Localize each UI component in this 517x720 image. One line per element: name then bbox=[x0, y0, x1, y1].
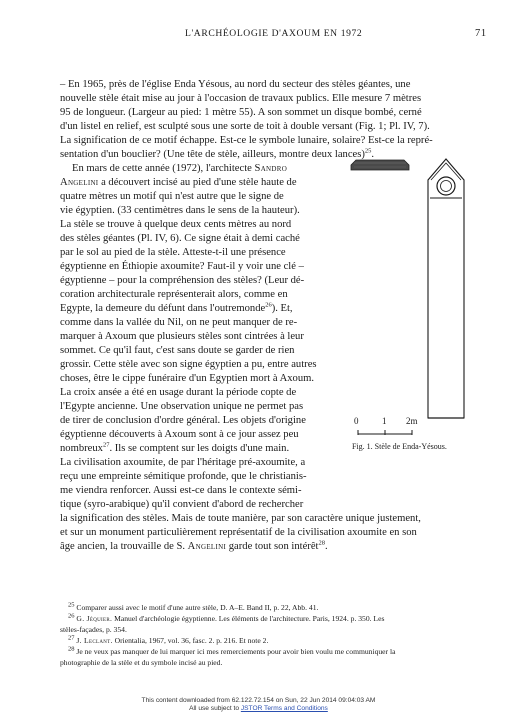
body-line: La stèle se trouve à quelque deux cents mètres au nord bbox=[60, 219, 292, 230]
body-line: comme dans la vallée du Nil, on ne peut manquer de re- bbox=[60, 317, 298, 328]
body-line: par le sol au pied de la stèle. Atteste-t-il une présence bbox=[60, 247, 286, 258]
body-line: et sur un monument particulièrement représentatif de la civilisation axoumite en son bbox=[60, 527, 417, 538]
footnote-ref: 26 bbox=[265, 301, 272, 309]
body-line: nouvelle stèle était mise au jour à l'occasion de travaux publics. Elle mesure 7 mètres bbox=[60, 93, 422, 104]
body-line: égyptienne – pour la compréhension des stèles? (Leur dé- bbox=[60, 275, 305, 286]
body-line: des stèles géantes (Pl. IV, 6). Ce signe était à demi caché bbox=[60, 233, 300, 244]
body-line: Angelini a découvert incisé au pied d'une stèle haute de bbox=[60, 177, 297, 188]
body-line: 95 de longueur. (Largeur au pied: 1 mètre 55). A son sommet un disque bombé, cerné bbox=[60, 107, 422, 118]
footnote-ref: 25 bbox=[364, 147, 372, 155]
scale-label: 1 bbox=[382, 416, 387, 426]
scale-bar bbox=[356, 428, 416, 438]
body-line: La signification de ce motif échappe. Est-ce le symbole lunaire, solaire? Est-ce la repré- bbox=[60, 135, 433, 146]
footnote-ref: 27 bbox=[102, 441, 110, 449]
body-line: En mars de cette année (1972), l'architecte Sandro bbox=[72, 163, 288, 174]
footnote: $^{27}$ J. Leclant. Orientalia, 1967, vol. 36, fasc. 2. p. 216. Et note 2. bbox=[68, 634, 269, 645]
body-line: La civilisation axoumite, de par l'héritage pré-axoumite, a bbox=[60, 457, 306, 468]
body-line: marquer à Axoum que plusieurs stèles sont cintrées à leur bbox=[60, 331, 304, 342]
scale-label: 0 bbox=[354, 416, 359, 426]
body-line: reçu une empreinte sémitique profonde, que le christianis- bbox=[60, 471, 307, 482]
scale-label: 2m bbox=[406, 416, 418, 426]
footnote: $^{26}$ G. Jéquier. Manuel d'archéologie égyptienne. Les éléments de l'architecture. Paris, 1924. p. 350. Les bbox=[68, 612, 385, 623]
footnote-continuation: photographie de la stèle et du symbole incisé au pied. bbox=[60, 658, 223, 667]
stele-top-view bbox=[350, 157, 410, 173]
body-line: – En 1965, près de l'église Enda Yésous, au nord du secteur des stèles géantes, une bbox=[60, 79, 411, 90]
body-line: tique (syro-arabique) qu'il convient d'abord de rechercher bbox=[60, 499, 304, 510]
running-header: L'ARCHÉOLOGIE D'AXOUM EN 1972 bbox=[185, 28, 363, 39]
body-line: la signification des stèles. Mais de toute manière, par son caractère unique justement, bbox=[60, 513, 421, 524]
body-line: Egypte, la demeure du défunt dans l'outremonde$^{26}$). Et, bbox=[60, 301, 293, 314]
footnote-ref: 28 bbox=[318, 539, 325, 547]
terms-notice: All use subject to JSTOR Terms and Conditions bbox=[189, 705, 328, 712]
figure-caption: Fig. 1. Stèle de Enda-Yésous. bbox=[352, 442, 447, 451]
body-line: me viendra renforcer. Aussi est-ce dans le contexte sémi- bbox=[60, 485, 302, 496]
body-line: l'Egypte ancienne. Une observation unique ne permet pas bbox=[60, 401, 304, 412]
body-line: quatre mètres un motif qui n'est autre que le signe de bbox=[60, 191, 284, 202]
body-line: sommet. Ce qu'il faut, c'est sans doute se garder de rien bbox=[60, 345, 295, 356]
body-line: égyptienne découverts à Axoum sont à ce jour assez peu bbox=[60, 429, 299, 440]
body-line: de tirer de conclusion d'ordre général. Les objets d'origine bbox=[60, 415, 306, 426]
body-line: vie égyptien. (33 centimètres dans le sens de la hauteur). bbox=[60, 205, 300, 216]
download-notice: This content downloaded from 62.122.72.154 on Sun, 22 Jun 2014 09:04:03 AM bbox=[141, 697, 376, 704]
body-line: choses, être le cippe funéraire d'un Egyptien mort à Axoum. bbox=[60, 373, 315, 384]
body-line: d'un listel en relief, est sculpté sous une sorte de toit à double versant (Fig. 1; Pl. IV, 7). bbox=[60, 121, 430, 132]
body-line: nombreux$^{27}$. Ils se comptent sur les doigts d'une main. bbox=[60, 441, 290, 454]
body-line: âge ancien, la trouvaille de S. Angelini garde tout son intérêt$^{28}$. bbox=[60, 539, 328, 552]
body-line: sentation d'un bouclier? (Une tête de stèle, ailleurs, montre deux lances)$^{25}$. bbox=[60, 147, 375, 160]
body-line: grossir. Cette stèle avec son signe égyptien a pu, entre autres bbox=[60, 359, 317, 370]
body-line: La croix ansée a été en usage durant la période copte de bbox=[60, 387, 297, 398]
page-number: 71 bbox=[475, 28, 487, 39]
footnote-continuation: stèles-façades, p. 354. bbox=[60, 625, 127, 634]
body-line: coration architecturale représenterait alors, comme en bbox=[60, 289, 288, 300]
stele-front-drawing bbox=[425, 156, 467, 426]
jstor-terms-link[interactable]: JSTOR Terms and Conditions bbox=[240, 705, 328, 712]
footnote: $^{25}$ Comparer aussi avec le motif d'une autre stèle, D. A–E. Band II, p. 22, Abb. 41. bbox=[68, 601, 319, 612]
body-line: égyptienne en Éthiopie axoumite? Faut-il y voir une clé – bbox=[60, 261, 304, 272]
footnote: $^{28}$ Je ne veux pas manquer de lui marquer ici mes remerciements pour avoir bien voulu me communiquer la bbox=[68, 645, 396, 656]
